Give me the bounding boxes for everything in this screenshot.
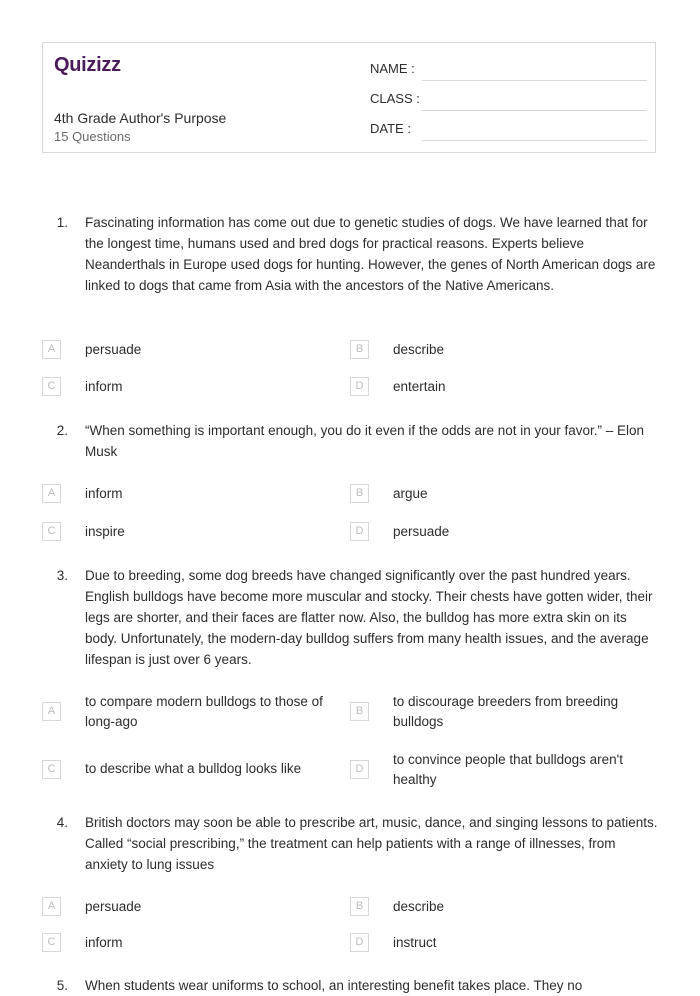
question-text: When students wear uniforms to school, an interesting benefit takes place. They no bbox=[85, 978, 583, 993]
q4-option-a[interactable] bbox=[42, 897, 342, 933]
option-text: describe bbox=[393, 342, 445, 357]
quizizz-logo: Quizizz bbox=[54, 54, 121, 76]
question-text: Fascinating information has come out due to genetic studies of dogs. We have learned that for the longest time, humans used and bred dogs for practical reasons. Experts believe Neanderthals in Europe used dogs for hunting. However, the genes of North American dogs are linked to dogs that came from Asia with the ancestors of the Native Americans. bbox=[85, 215, 656, 293]
option-letter-box: B bbox=[350, 897, 369, 916]
option-text: inform bbox=[85, 379, 123, 394]
question-number: 2. bbox=[56, 423, 68, 438]
q1-option-c[interactable] bbox=[42, 377, 342, 413]
q3-option-a[interactable] bbox=[42, 692, 342, 734]
date-field[interactable] bbox=[370, 121, 647, 139]
option-letter-box: C bbox=[42, 760, 61, 779]
class-field[interactable] bbox=[370, 91, 647, 109]
option-letter-box: B bbox=[350, 484, 369, 503]
option-text: to describe what a bulldog looks like bbox=[85, 761, 302, 776]
option-text: instruct bbox=[393, 935, 437, 950]
option-letter-box: D bbox=[350, 377, 369, 396]
question-number: 1. bbox=[56, 215, 68, 230]
q2-option-b[interactable] bbox=[350, 484, 650, 520]
option-letter-box: B bbox=[350, 702, 369, 721]
name-line bbox=[422, 80, 647, 81]
option-letter-box: C bbox=[42, 933, 61, 952]
option-text: inspire bbox=[85, 524, 125, 539]
question-text: “When something is important enough, you do it even if the odds are not in your favor.” – Elon Musk bbox=[85, 423, 645, 459]
question-number: 4. bbox=[56, 815, 68, 830]
option-text: inform bbox=[85, 935, 123, 950]
q2-option-c[interactable] bbox=[42, 522, 342, 558]
q1-option-d[interactable] bbox=[350, 377, 650, 413]
question-number: 5. bbox=[56, 978, 68, 993]
question-text: Due to breeding, some dog breeds have changed significantly over the past hundred years. English bulldogs have become more muscular and stocky. Their chests have gotten wider, their legs are shorter, and their faces are flatter now. Also, the bulldog has more extra skin on its body. Unfortunately, the modern-day bulldog suffers from many health issues, and the average lifespan is just over 6 years. bbox=[85, 568, 653, 667]
question-count: 15 Questions bbox=[54, 129, 131, 144]
option-letter-box: A bbox=[42, 340, 61, 359]
option-text: to convince people that bulldogs aren't healthy bbox=[393, 752, 623, 787]
option-letter-box: B bbox=[350, 340, 369, 359]
q2-option-d[interactable] bbox=[350, 522, 650, 558]
q3-option-b[interactable] bbox=[350, 692, 650, 734]
option-text: to discourage breeders from breeding bulldogs bbox=[393, 694, 619, 729]
q1-option-a[interactable] bbox=[42, 340, 342, 376]
option-text: to compare modern bulldogs to those of long-ago bbox=[85, 694, 323, 729]
option-text: argue bbox=[393, 486, 428, 501]
question-text: British doctors may soon be able to prescribe art, music, dance, and singing lessons to patients. Called “social prescribing,” the treatment can help patients with a range of illnesses, from anxiety to lung issues bbox=[85, 815, 658, 872]
q4-option-b[interactable] bbox=[350, 897, 650, 933]
class-label: CLASS : bbox=[370, 91, 420, 106]
q4-option-c[interactable] bbox=[42, 933, 342, 969]
option-text: describe bbox=[393, 899, 445, 914]
name-label: NAME : bbox=[370, 61, 415, 76]
option-letter-box: C bbox=[42, 522, 61, 541]
q1-option-b[interactable] bbox=[350, 340, 650, 376]
date-label: DATE : bbox=[370, 121, 411, 136]
class-line bbox=[422, 110, 647, 111]
q2-option-a[interactable] bbox=[42, 484, 342, 520]
option-letter-box: D bbox=[350, 933, 369, 952]
worksheet-title: 4th Grade Author's Purpose bbox=[54, 110, 227, 126]
q4-option-d[interactable] bbox=[350, 933, 650, 969]
option-text: persuade bbox=[85, 342, 142, 357]
option-text: entertain bbox=[393, 379, 446, 394]
option-letter-box: A bbox=[42, 897, 61, 916]
option-letter-box: D bbox=[350, 760, 369, 779]
question-number: 3. bbox=[56, 568, 68, 583]
name-field[interactable] bbox=[370, 61, 647, 79]
option-letter-box: A bbox=[42, 484, 61, 503]
date-line bbox=[422, 140, 647, 141]
option-letter-box: D bbox=[350, 522, 369, 541]
option-letter-box: A bbox=[42, 702, 61, 721]
option-text: inform bbox=[85, 486, 123, 501]
q3-option-d[interactable] bbox=[350, 750, 650, 792]
option-text: persuade bbox=[393, 524, 450, 539]
worksheet-header bbox=[42, 42, 656, 153]
q3-option-c[interactable] bbox=[42, 750, 342, 792]
option-text: persuade bbox=[85, 899, 142, 914]
option-letter-box: C bbox=[42, 377, 61, 396]
